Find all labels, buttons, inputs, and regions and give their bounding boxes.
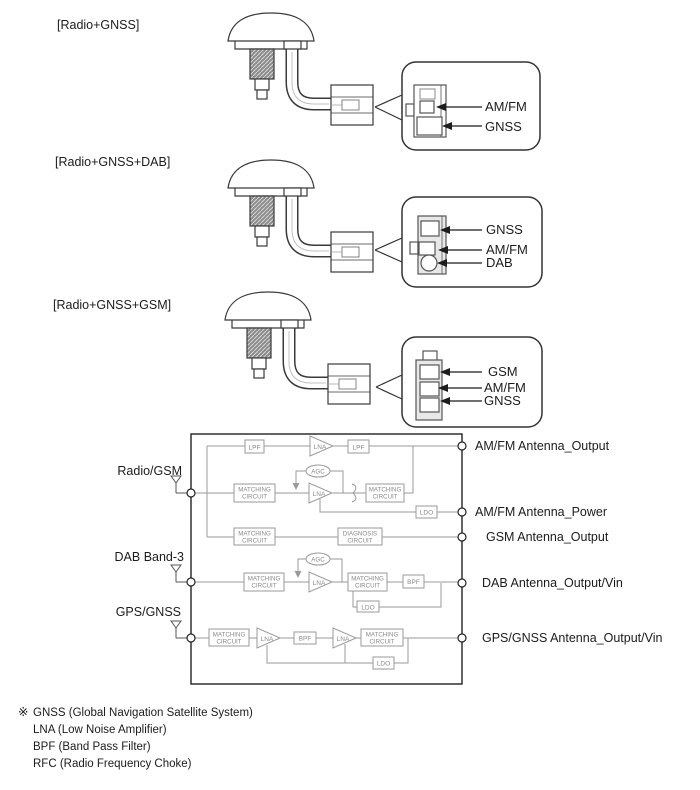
lna-label: LNA: [312, 491, 326, 498]
pin-label-gnss: GNSS: [485, 119, 522, 134]
section-title-radio-gnss-gsm: [Radio+GNSS+GSM]: [53, 298, 172, 312]
ldo-label: LDO: [419, 509, 434, 517]
matching-circuit-label: MATCHING: [351, 575, 384, 583]
bpf-label: BPF: [407, 579, 420, 586]
lpf-label: LPF: [352, 444, 365, 452]
lna-label: LNA: [312, 580, 326, 587]
agc-feedback-arrow-2: [295, 571, 302, 578]
lna-label: LNA: [313, 444, 327, 451]
matching-circuit-label: MATCHING: [212, 631, 246, 639]
lna-label: LNA: [336, 636, 350, 643]
roof-antenna-drawing-3: [225, 292, 370, 404]
pin-label-amfm: AM/FM: [484, 380, 526, 395]
footnote-block: [18, 705, 253, 770]
connector-callout-2: [402, 197, 542, 287]
matching-circuit-label: MATCHING: [365, 631, 399, 639]
connector-callout-1: [402, 62, 540, 150]
input-label-gps-gnss: GPS/GNSS: [115, 605, 181, 619]
svg-text:CIRCUIT: CIRCUIT: [251, 582, 277, 590]
matching-circuit-label: MATCHING: [238, 486, 271, 494]
footnote-marker: ※: [18, 705, 29, 719]
pin-label-gnss: GNSS: [484, 393, 521, 408]
agc-feedback-arrow-1: [293, 483, 300, 490]
footnote-line-lna: LNA (Low Noise Amplifier): [33, 724, 167, 736]
ldo-label: LDO: [361, 604, 375, 612]
svg-text:CIRCUIT: CIRCUIT: [216, 638, 242, 646]
svg-text:CIRCUIT: CIRCUIT: [354, 582, 381, 590]
svg-text:CIRCUIT: CIRCUIT: [241, 537, 268, 545]
svg-text:CIRCUIT: CIRCUIT: [369, 638, 395, 646]
matching-circuit-label: MATCHING: [247, 575, 281, 583]
pin-label-gsm: GSM: [488, 364, 518, 379]
footnote-line-gnss: GNSS (Global Navigation Satellite System): [33, 707, 253, 719]
pin-label-amfm: AM/FM: [486, 242, 528, 257]
matching-circuit-label: MATCHING: [238, 530, 271, 538]
lpf-label: LPF: [248, 444, 261, 452]
input-label-dab-band3: DAB Band-3: [114, 550, 184, 564]
pin-label-amfm: AM/FM: [485, 99, 527, 114]
agc-label: AGC: [311, 468, 325, 476]
svg-text:CIRCUIT: CIRCUIT: [347, 537, 373, 545]
bpf-label: BPF: [298, 635, 312, 643]
roof-antenna-drawing-1: [228, 13, 373, 125]
pin-label-gnss: GNSS: [486, 222, 523, 237]
pin-label-dab: DAB: [486, 255, 513, 270]
connector-icon-3pin-gsm: [416, 351, 442, 420]
roof-antenna-drawing-2: [228, 160, 373, 272]
svg-text:CIRCUIT: CIRCUIT: [241, 493, 268, 501]
section-title-radio-gnss-dab: [Radio+GNSS+DAB]: [55, 155, 171, 169]
lna-label: LNA: [260, 636, 274, 643]
output-label-amfm-power: AM/FM Antenna_Power: [475, 505, 608, 519]
output-label-gsm-output: GSM Antenna_Output: [486, 530, 609, 544]
agc-label: AGC: [311, 556, 325, 564]
footnote-line-bpf: BPF (Band Pass Filter): [33, 741, 151, 753]
input-label-radio-gsm: Radio/GSM: [117, 464, 182, 478]
connector-callout-3: [402, 337, 542, 427]
section-title-radio-gnss: [Radio+GNSS]: [57, 18, 140, 32]
output-label-dab-output-vin: DAB Antenna_Output/Vin: [482, 576, 623, 590]
footnote-line-rfc: RFC (Radio Frequency Choke): [33, 758, 192, 770]
svg-text:CIRCUIT: CIRCUIT: [372, 493, 398, 501]
diagnosis-circuit-label: DIAGNOSIS: [342, 530, 378, 538]
ldo-label: LDO: [376, 660, 391, 668]
output-label-gps-gnss-output-vin: GPS/GNSS Antenna_Output/Vin: [482, 631, 663, 645]
callout-leader-lines: [375, 95, 402, 399]
output-label-amfm-output: AM/FM Antenna_Output: [475, 439, 610, 453]
circuit-block-diagram: [115, 434, 663, 684]
matching-circuit-label: MATCHING: [368, 486, 402, 494]
